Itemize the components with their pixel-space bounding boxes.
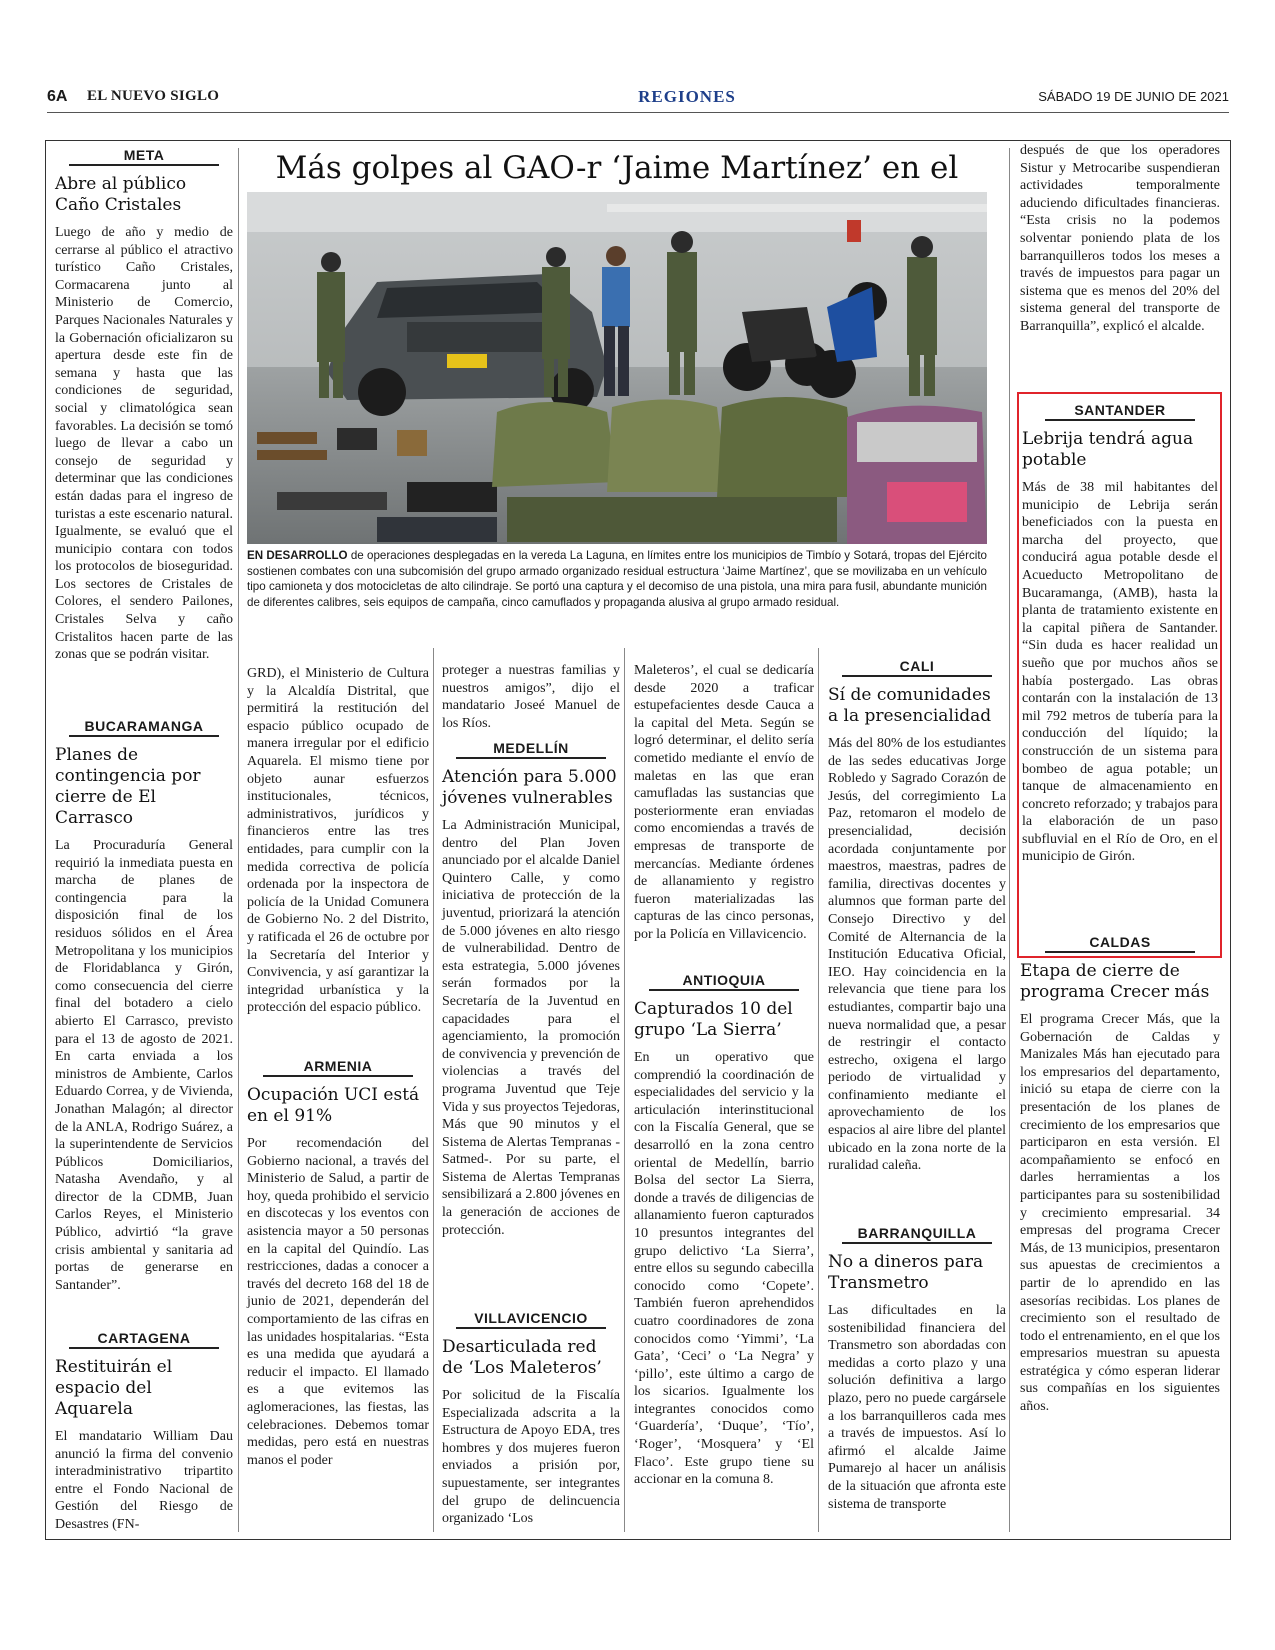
article-headline: No a dineros para Transmetro bbox=[828, 1252, 984, 1293]
article-barranquilla bbox=[828, 1225, 1006, 1513]
column-rule bbox=[433, 648, 434, 1532]
article-armenia bbox=[247, 1058, 429, 1469]
main-headline: Más golpes al GAO-r ‘Jaime Martínez’ en el bbox=[275, 150, 959, 186]
article-medellin bbox=[442, 740, 620, 1239]
page-number: 6A bbox=[47, 88, 68, 105]
article-body: Luego de año y medio de cerrarse al público el atractivo turístico Caño Cristales, Cormacarena junto al Ministerio de Comercio, Parques Nacionales Naturales y la Gobernación oficializaron su apertura desde este fin de semana y hasta que las condiciones de seguridad, social y climatológica sean favorables. La decisión se tomó luego de llevar a cabo un consejo de seguridad y determinar que las condiciones están dadas para el ingreso de turistas a este escenario natural. Igualmente, se evaluó que el municipio contara con todos los protocolos de bioseguridad. Los sectores de Cristales de Colores, el sendero Pailones, Cristales Selva y caño Cristalitos hacen parte de las zonas que se podrán visitar. bbox=[55, 225, 233, 663]
article-headline: Sí de comunidades a la presencialidad bbox=[828, 685, 992, 726]
caption-text: de operaciones desplegadas en la vereda La Laguna, en límites entre los municipios de Timbío y Sotará, tropas del Ejército sostienen combates con una subcomisión del grupo armado organizado residual estructura ‘Jaime Martínez’, que se movilizaba en un vehículo tipo camioneta y dos motocicletas de alto cilindraje. Se portó una captura y el decomiso de una pistola, una mira para fusil, abundante munición de diferentes calibres, seis equipos de campaña, cinco camuflados y propaganda alusiva al grupo armado residual. bbox=[247, 549, 987, 609]
section-tag: BARRANQUILLA bbox=[842, 1225, 992, 1244]
article-headline: Desarticulada red de ‘Los Maleteros’ bbox=[442, 1337, 602, 1378]
column-rule bbox=[624, 648, 625, 1532]
section-tag: META bbox=[69, 147, 219, 166]
article-body: El programa Crecer Más, que la Gobernación de Caldas y Manizales Más han ejecutado para los empresarios del departamento, inició su etapa de cierre con la presentación de los planes de crecimiento de los empresarios que participaron en esta versión. El acompañamiento se enfocó en darles herramientas a los participantes para su sostenibilidad y crecimiento empresarial. 34 empresas del programa Crecer Más, de 13 municipios, presentaron sus apuestas de crecimientos a partir de lo aprendido en las asesorías recibidas. Los planes de crecimiento son el resultado de todo el entrenamiento, en el que los empresarios muestran su apuesta estratégica y cómo esperan liderar sus compañías en los siguientes años. bbox=[1020, 1012, 1220, 1415]
article-body: Por recomendación del Gobierno nacional, a través del Ministerio de Salud, a partir de hoy, queda prohibido el servicio en discotecas y los eventos con asistencia mayor a 50 personas en la capital del Quindío. Las restricciones, dadas a conocer a través del decreto 168 del 18 de junio de 2021, dependerán del comportamiento de las cifras en las unidades hospitalarias. “Esta es una medida que ayudará a reducir el impacto. El llamado es a que evitemos las aglomeraciones, las fiestas, las celebraciones. Debemos tomar medidas, pero está en nuestras manos el poder bbox=[247, 1136, 429, 1468]
article-headline: Atención para 5.000 jóvenes vulnerables bbox=[442, 767, 617, 808]
article-cartagena-continued bbox=[247, 665, 429, 1017]
article-headline: Lebrija tendrá agua potable bbox=[1022, 429, 1194, 470]
article-headline: Ocupación UCI está en el 91% bbox=[247, 1085, 420, 1126]
article-bucaramanga bbox=[55, 718, 233, 1294]
article-cartagena bbox=[55, 1330, 233, 1534]
section-tag: BUCARAMANGA bbox=[69, 718, 219, 737]
column-rule bbox=[238, 148, 239, 1532]
article-headline: Capturados 10 del grupo ‘La Sierra’ bbox=[634, 999, 793, 1040]
article-body: En un operativo que comprendió la coordinación de especialidades del servicio y la articulación interinstitucional con la Fiscalía General, que se desarrolló en la zona centro oriental de Medellín, barrio Bolsa del sector La Sierra, donde a través de diligencias de allanamiento fueron capturados 10 presuntos integrantes del grupo delictivo ‘La Sierra’, entre ellos su segundo cabecilla conocido como ‘Copete’. También fueron aprehendidos cuatro coordinadores de zona conocidos como ‘Yimmi’, ‘La Gata’, ‘Ceci’ o ‘La Negra’ y ‘pillo’, este último a cargo de los sicarios. Igualmente los integrantes conocidos como ‘Guardería’, ‘Duque’, ‘Tío’, ‘Roger’, ‘Mosquera’ y ‘El Flaco’. Este grupo tiene su accionar en la comuna 8. bbox=[634, 1050, 814, 1488]
masthead bbox=[47, 86, 1229, 110]
army-seizure-photo bbox=[247, 192, 987, 544]
article-body: Más del 80% de los estudiantes de las sedes educativas Jorge Robledo y Sagrado Corazón de Jesús, del corregimiento La Paz, retomaron el modelo de presencialidad, decisión acordada conjuntamente por maestros, maestras, padres de familia, directivas docentes y alumnos que forman parte del Consejo Directivo y del Comité de Alternancia de la Institución Educativa Oficial, IEO. Hay coincidencia en la relevancia que tiene para los estudiantes, compartir bajo una nueva normalidad que, a pesar de restringir el contacto estrecho, oxigena el largo periodo de virtualidad y confinamiento mediante el aprovechamiento de los espacios al aire libre del plantel ubicado en la zona norte de la ruralidad caleña. bbox=[828, 736, 1006, 1174]
article-meta bbox=[55, 147, 233, 664]
section-name: REGIONES bbox=[638, 87, 736, 106]
article-armenia-continued bbox=[442, 662, 620, 732]
article-headline: Abre al público Caño Cristales bbox=[55, 174, 187, 215]
article-headline: Planes de contingencia por cierre de El Carrasco bbox=[55, 745, 201, 828]
article-caldas bbox=[1020, 934, 1220, 1416]
section-tag: SANTANDER bbox=[1045, 402, 1195, 421]
article-barranquilla-continued bbox=[1020, 142, 1220, 336]
article-body: Las dificultades en la sostenibilidad financiera del Transmetro son abordadas con medidas a corto plazo y una solución definitiva a largo plazo, pero no puede cargársele a los barranquilleros cada mes a través de impuestos. Así lo afirmó el alcalde Jaime Pumarejo al hacer un análisis de la situación que afronta este sistema de transporte bbox=[828, 1303, 1006, 1512]
column-rule bbox=[818, 648, 819, 1532]
photo-caption bbox=[247, 548, 987, 610]
article-santander bbox=[1022, 402, 1218, 866]
masthead-rule bbox=[47, 112, 1229, 113]
article-body: Más de 38 mil habitantes del municipio de Lebrija serán beneficiados con la puesta en marcha del proyecto, que conducirá agua potable desde el Acueducto Metropolitano de Bucaramanga, (AMB), hasta la planta de tratamiento existente en la capital piñera de Santander. “Sin duda es hacer realidad un sueño que por muchos años se había postergado. Las obras contarán con la instalación de 13 mil 792 metros de tubería para la conducción del líquido; la construcción de un sistema para bombeo de agua potable; un tanque de almacenamiento en concreto reforzado; y trabajos para la elaboración de un paso subfluvial en el Río de Oro, en el municipio de Girón. bbox=[1022, 480, 1218, 865]
article-villavicencio bbox=[442, 1310, 620, 1528]
article-body: La Procuraduría General requirió la inmediata puesta en marcha de planes de contingencia para la disposición final de los residuos sólidos en el Área Metropolitana y los municipios de Floridablanca y Girón, como consecuencia del cierre final del botadero a cielo abierto El Carrasco, previsto para el 13 de agosto de 2021. En carta enviada a los ministros de Ambiente, Carlos Eduardo Correa, y de Vivienda, Jonathan Malagón; al director de la ANLA, Rodrigo Suárez, a la superintendente de Servicios Públicos Domiciliarios, Natasha Avendaño, y al director de la CDMB, Juan Carlos Reyes, el Ministerio Público, advirtió “la grave crisis ambiental y sanitaria ad portas de generarse en Santander”. bbox=[55, 838, 233, 1293]
section-tag: MEDELLÍN bbox=[456, 740, 606, 759]
article-body: El mandatario William Dau anunció la firma del convenio interadministrativo tripartito entre el Fondo Nacional de Gestión del Riesgo de Desastres (FN- bbox=[55, 1429, 233, 1532]
article-antioquia bbox=[634, 972, 814, 1489]
article-body: proteger a nuestras familias y nuestros amigos”, dijo el mandatario Joseé Manuel de los Ríos. bbox=[442, 663, 620, 731]
section-tag: ARMENIA bbox=[263, 1058, 413, 1077]
article-body: Maleteros’, el cual se dedicaría desde 2020 a traficar estupefacientes desde Cauca a la capital del Meta. Según se logró determinar, el delito sería cometido mediante el envío de maletas en las que eran camufladas las sustancias que posteriormente eran enviadas como encomiendas a través de empresas de transporte de mercancías. Mediante órdenes de allanamiento y registro fueron materializadas las capturas de las cinco personas, por la Policía en Villavicencio. bbox=[634, 663, 814, 942]
article-villavicencio-continued bbox=[634, 662, 814, 944]
article-body: GRD), el Ministerio de Cultura y la Alcaldía Distrital, que permitirá la restitución del espacio público ocupado de manera irregular por el edificio Aquarela. El mismo tiene por objeto aunar esfuerzos institucionales, técnicos, administrativos, jurídicos y financieros entre las tres entidades, para cumplir con la medida correctiva de policía ordenada por la inspectora de policía de la Unidad Comunera de Gobierno No. 2 del Distrito, y ratificada el 26 de octubre por la Secretaría del Interior y Convivencia, y así garantizar la integridad urbanística y la protección del espacio público. bbox=[247, 666, 429, 1016]
column-rule bbox=[1009, 148, 1010, 1532]
newspaper-name: EL NUEVO SIGLO bbox=[87, 88, 220, 104]
article-body: La Administración Municipal, dentro del Plan Joven anunciado por el alcalde Daniel Quintero Calle, y como iniciativa de protección de la juventud, priorizará la atención de 5.000 jóvenes en alto riesgo de vulnerabilidad. Dentro de esta estrategia, 5.000 jóvenes serán formados por la Secretaría de la Juventud en capacidades para el agenciamiento, la promoción de convivencia y prevención de violencias a través del programa Juventud que Teje Vida y sus proyectos Tejedoras, Más que 90 minutos y el Sistema de Alertas Tempranas -Satmed-. Por su parte, el Sistema de Alertas Tempranas sensibilizará a 2.800 jóvenes en la generación de acciones de protección. bbox=[442, 818, 620, 1238]
article-body: Por solicitud de la Fiscalía Especializada adscrita a la Estructura de Apoyo EDA, tres hombres y dos mujeres fueron enviados a prisión por, supuestamente, ser integrantes del grupo de delincuencia organizado ‘Los bbox=[442, 1388, 620, 1527]
article-headline: Etapa de cierre de programa Crecer más bbox=[1020, 961, 1210, 1002]
issue-date: SÁBADO 19 DE JUNIO DE 2021 bbox=[1038, 89, 1229, 104]
section-tag: ANTIOQUIA bbox=[649, 972, 799, 991]
caption-lead: EN DESARROLLO bbox=[247, 549, 348, 562]
article-body: después de que los operadores Sistur y Metrocaribe suspendieran actividades temporalmente aduciendo dificultades financieras. “Esta crisis no la podemos solventar poniendo plata de los barranquilleros todos los meses a través de impuestos para pagar un sistema que es menos del 20% del sistema general del transporte de Barranquilla”, explicó el alcalde. bbox=[1020, 143, 1220, 334]
section-tag: CALDAS bbox=[1045, 934, 1195, 953]
section-tag: CARTAGENA bbox=[69, 1330, 219, 1349]
section-tag: CALI bbox=[842, 658, 992, 677]
article-headline: Restituirán el espacio del Aquarela bbox=[55, 1357, 173, 1419]
article-cali bbox=[828, 658, 1006, 1175]
section-tag: VILLAVICENCIO bbox=[456, 1310, 606, 1329]
